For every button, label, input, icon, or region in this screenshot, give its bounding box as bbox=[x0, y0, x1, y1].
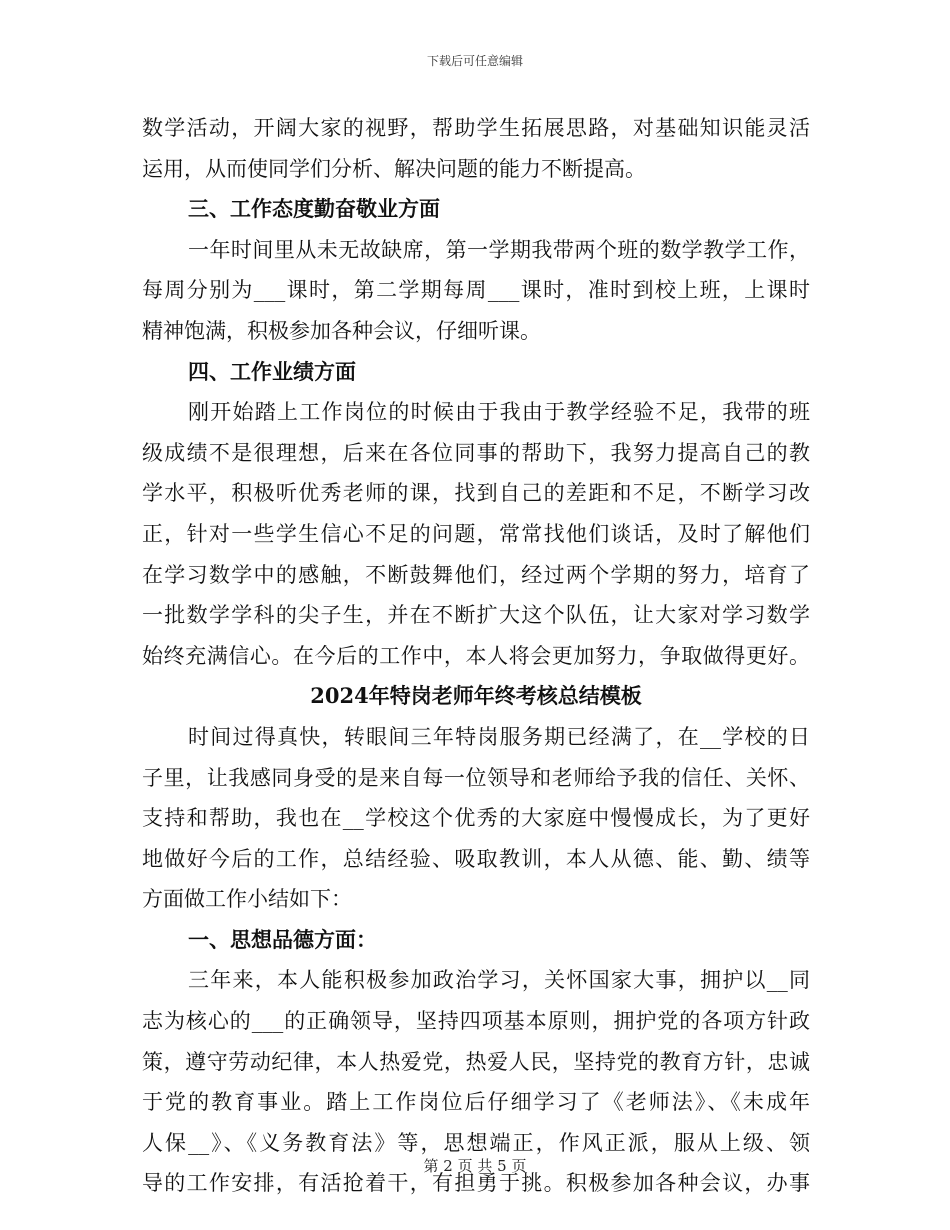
body-line: 支持和帮助，我也在__学校这个优秀的大家庭中慢慢成长，为了更好 bbox=[142, 806, 810, 831]
body-line: 刚开始踏上工作岗位的时候由于我由于教学经验不足，我带的班 bbox=[188, 400, 810, 425]
page-header: 下载后可任意编辑 bbox=[426, 54, 523, 68]
body-line: 数学活动，开阔大家的视野，帮助学生拓展思路，对基础知识能灵活 bbox=[142, 116, 810, 140]
body-line: 策，遵守劳动纪律，本人热爱党，热爱人民，坚持党的教育方针，忠诚 bbox=[142, 1049, 810, 1074]
section-heading: 三、工作态度勤奋敬业方面 bbox=[188, 196, 440, 222]
body-line: 一批数学学科的尖子生，并在不断扩大这个队伍，让大家对学习数学 bbox=[142, 603, 810, 628]
body-line: 地做好今后的工作，总结经验、吸取教训，本人从德、能、勤、绩等 bbox=[142, 846, 810, 871]
body-line: 一年时间里从未无故缺席，第一学期我带两个班的数学教学工作， bbox=[188, 237, 810, 262]
body-line: 始终充满信心。在今后的工作中，本人将会更加努力，争取做得更好。 bbox=[142, 643, 810, 668]
body-line: 精神饱满，积极参加各种会议，仔细听课。 bbox=[142, 318, 541, 343]
section-heading: 一、思想品德方面： bbox=[188, 926, 377, 952]
body-line: 志为核心的___的正确领导，坚持四项基本原则，拥护党的各项方针政 bbox=[142, 1009, 810, 1034]
body-line: 于党的教育事业。踏上工作岗位后仔细学习了《老师法》、《未成年 bbox=[142, 1090, 810, 1115]
body-line: 子里，让我感同身受的是来自每一位领导和老师给予我的信任、关怀、 bbox=[142, 765, 810, 790]
body-line: 导的工作安排，有活抢着干，有担勇于挑。积极参加各种会议，办事 bbox=[142, 1171, 810, 1196]
document-title: 2024年特岗老师年终考核总结模板 bbox=[310, 683, 642, 709]
body-line: 运用，从而使同学们分析、解决问题的能力不断提高。 bbox=[142, 156, 646, 181]
body-line: 方面做工作小结如下： bbox=[142, 887, 352, 912]
body-line: 时间过得真快，转眼间三年特岗服务期已经满了，在__学校的日 bbox=[188, 724, 810, 749]
body-line: 正，针对一些学生信心不足的问题，常常找他们谈话，及时了解他们 bbox=[142, 521, 810, 546]
document-body bbox=[142, 108, 810, 1204]
body-line: 学水平，积极听优秀老师的课，找到自己的差距和不足，不断学习改 bbox=[142, 481, 810, 506]
body-line: 级成绩不是很理想，后来在各位同事的帮助下，我努力提高自己的教 bbox=[142, 440, 810, 465]
body-line: 人保__》、《义务教育法》等，思想端正，作风正派，服从上级、领 bbox=[142, 1130, 810, 1155]
body-line: 每周分别为___课时，第二学期每周___课时，准时到校上班，上课时 bbox=[142, 278, 810, 303]
page-footer: 第 2 页 共 5 页 bbox=[423, 1157, 527, 1175]
section-heading: 四、工作业绩方面 bbox=[188, 358, 356, 384]
body-line: 在学习数学中的感触，不断鼓舞他们，经过两个学期的努力，培育了 bbox=[142, 562, 810, 587]
body-line: 三年来，本人能积极参加政治学习，关怀国家大事，拥护以__同 bbox=[188, 968, 810, 993]
